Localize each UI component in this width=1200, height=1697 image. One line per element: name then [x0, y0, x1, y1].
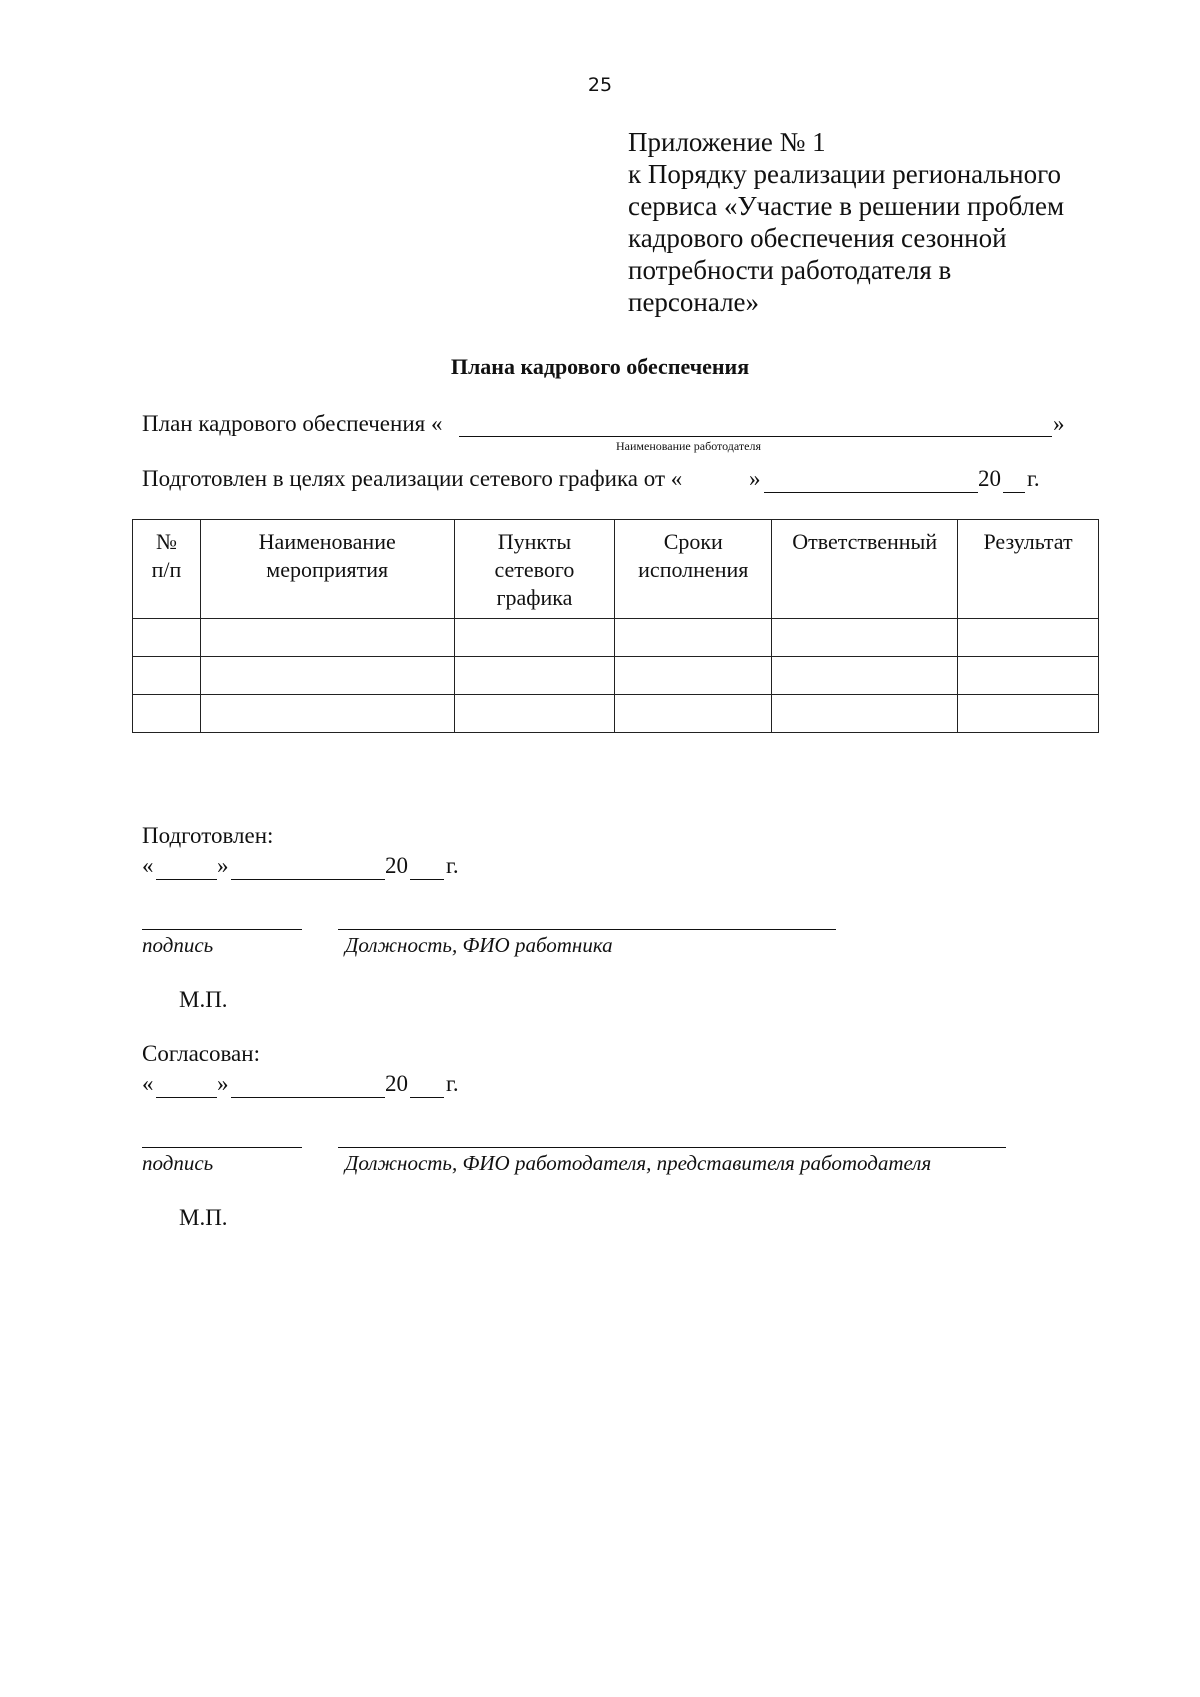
- prepared-line-quote-close: »: [749, 466, 761, 491]
- agreed-position-caption: Должность, ФИО работодателя, представителя работодателя: [345, 1151, 932, 1175]
- agreed-quote-open: «: [142, 1071, 154, 1096]
- employer-name-caption: Наименование работодателя: [616, 439, 761, 453]
- column-header-number: № п/п: [133, 520, 201, 619]
- appendix-line: Приложение № 1: [628, 127, 826, 157]
- table-cell: [958, 695, 1099, 733]
- table-cell: [133, 619, 201, 657]
- prepared-position-caption: Должность, ФИО работника: [345, 933, 613, 957]
- prepared-signature-caption: подпись: [142, 933, 214, 957]
- appendix-line: сервиса «Участие в решении проблем: [628, 191, 1065, 221]
- column-header-responsible: Ответственный: [772, 520, 958, 619]
- agreed-year-prefix: 20: [385, 1071, 408, 1096]
- agreed-signature-line: [142, 1147, 302, 1148]
- prepared-year-blank: [410, 879, 444, 880]
- appendix-line: кадрового обеспечения сезонной: [628, 223, 1007, 253]
- table-cell: [200, 657, 454, 695]
- table-cell: [615, 695, 772, 733]
- prepared-month-blank: [231, 879, 385, 880]
- agreed-month-blank: [231, 1097, 385, 1098]
- page-number: 25: [587, 74, 613, 96]
- appendix-line: потребности работодателя в: [628, 255, 952, 285]
- prepared-year-prefix: 20: [385, 853, 408, 878]
- agreed-year-suffix: г.: [446, 1071, 459, 1096]
- table-cell: [958, 657, 1099, 695]
- prepared-line-prefix: Подготовлен в целях реализации сетевого графика от «: [142, 466, 683, 491]
- table-cell: [200, 695, 454, 733]
- agreed-heading: Согласован:: [142, 1041, 260, 1066]
- agreed-signature-caption: подпись: [142, 1151, 214, 1175]
- agreed-position-line: [338, 1147, 1006, 1148]
- table-cell: [615, 657, 772, 695]
- agreed-quote-close: »: [217, 1071, 229, 1096]
- plan-line-suffix: »: [1053, 411, 1065, 436]
- table-cell: [772, 695, 958, 733]
- table-cell: [454, 619, 615, 657]
- document-title: Плана кадрового обеспечения: [450, 354, 750, 379]
- table-cell: [454, 695, 615, 733]
- column-header-deadlines: Сроки исполнения: [615, 520, 772, 619]
- table-cell: [133, 657, 201, 695]
- prepared-day-blank: [156, 879, 217, 880]
- plan-line-prefix: План кадрового обеспечения «: [142, 411, 443, 436]
- table-cell: [454, 657, 615, 695]
- table-cell: [958, 619, 1099, 657]
- agreed-year-blank: [410, 1097, 444, 1098]
- table-row: [133, 695, 1099, 733]
- month-blank: [764, 492, 978, 493]
- plan-table: [132, 519, 1099, 733]
- table-row: [133, 619, 1099, 657]
- agreed-stamp-label: М.П.: [179, 1205, 228, 1230]
- column-header-result: Результат: [958, 520, 1099, 619]
- employer-name-blank: [459, 436, 1052, 437]
- prepared-heading: Подготовлен:: [142, 823, 274, 848]
- column-header-event-name: Наименование мероприятия: [200, 520, 454, 619]
- appendix-line: к Порядку реализации регионального: [628, 159, 1062, 189]
- prepared-line-year-suffix: г.: [1027, 466, 1040, 491]
- year-blank: [1003, 492, 1025, 493]
- table-cell: [615, 619, 772, 657]
- prepared-quote-close: »: [217, 853, 229, 878]
- table-cell: [200, 619, 454, 657]
- prepared-quote-open: «: [142, 853, 154, 878]
- table-row: [133, 657, 1099, 695]
- table-cell: [133, 695, 201, 733]
- agreed-day-blank: [156, 1097, 217, 1098]
- prepared-signature-line: [142, 929, 302, 930]
- table-cell: [772, 619, 958, 657]
- appendix-header: [628, 126, 1064, 318]
- appendix-line: персонале»: [628, 287, 760, 317]
- table-cell: [772, 657, 958, 695]
- prepared-line-year-prefix: 20: [978, 466, 1001, 491]
- column-header-schedule-items: Пункты сетевого графика: [454, 520, 615, 619]
- prepared-stamp-label: М.П.: [179, 987, 228, 1012]
- prepared-position-line: [338, 929, 836, 930]
- prepared-year-suffix: г.: [446, 853, 459, 878]
- table-header-row: [133, 520, 1099, 619]
